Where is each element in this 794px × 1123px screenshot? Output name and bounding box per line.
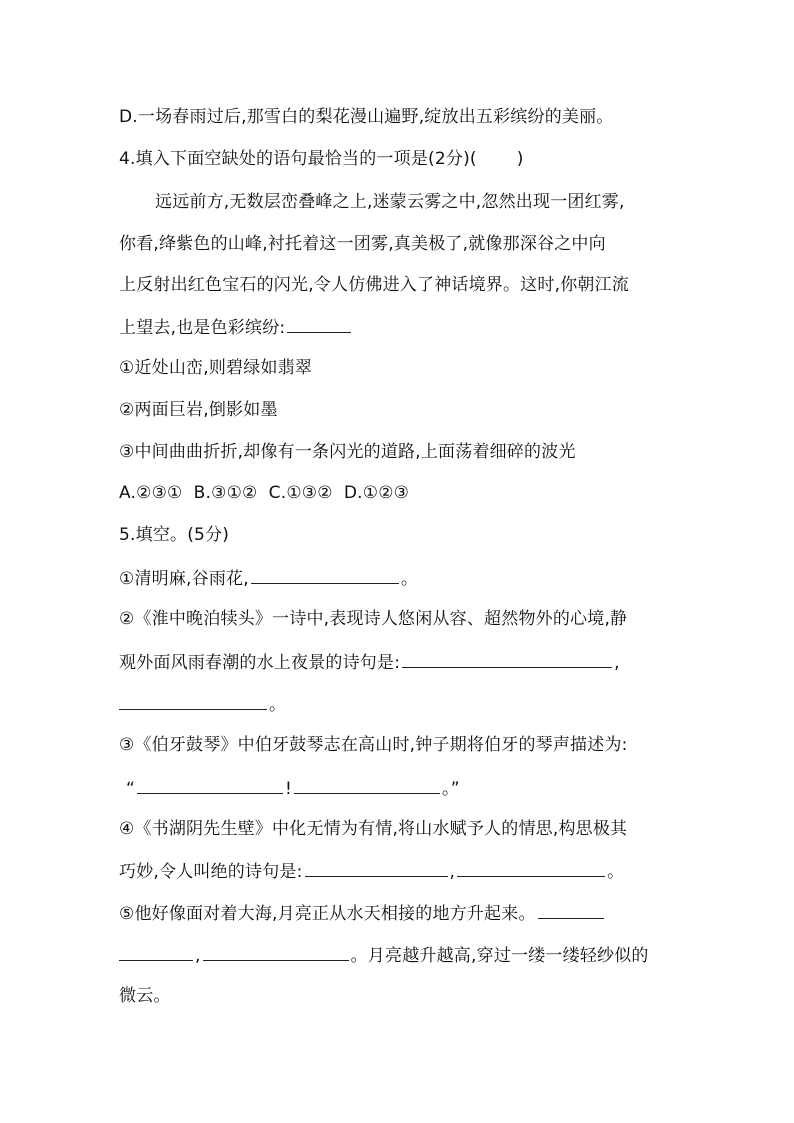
question-4-passage-line-1: [155, 190, 625, 214]
question-5-title-text: 5.填空。(5分): [119, 525, 230, 545]
item-1-text: ①清明麻,谷雨花,: [119, 569, 249, 589]
item-3-text-1: ③《伯牙鼓琴》中伯牙鼓琴志在高山时,钟子期将伯牙的琴声描述为:: [119, 735, 628, 755]
question-5-item-4-line-1: [119, 817, 627, 841]
answer-blank[interactable]: [119, 942, 193, 961]
passage-line-1-text: 远远前方,无数层峦叠峰之上,迷蒙云雾之中,忽然出现一团红雾,: [155, 192, 625, 212]
question-5-item-5-line-1: [119, 900, 606, 926]
item-3-exclaim: !: [285, 779, 293, 799]
question-4-option-3: [119, 440, 576, 464]
choices-text: A.②③① B.③①② C.①③② D.①②③: [119, 483, 410, 503]
answer-blank[interactable]: [538, 900, 604, 919]
question-4-option-2: [119, 398, 278, 422]
question-3-option-d: [119, 105, 614, 129]
item-4-text-2: 巧妙,令人叫绝的诗句是:: [119, 862, 303, 882]
question-5-item-2-line-1: [119, 607, 627, 631]
question-4-passage-line-2: [119, 232, 606, 256]
item-4-end: 。: [607, 862, 625, 882]
question-5-item-3-line-2: [126, 775, 460, 801]
answer-blank[interactable]: [294, 775, 440, 794]
question-4-title: [119, 147, 524, 171]
answer-blank[interactable]: [137, 775, 283, 794]
answer-blank[interactable]: [203, 942, 349, 961]
question-5-item-5-line-2: [119, 942, 649, 968]
question-3-option-d-text: D.一场春雨过后,那雪白的梨花漫山遍野,绽放出五彩缤纷的美丽。: [119, 107, 614, 127]
item-5-text-3: 微云。: [119, 986, 171, 1006]
item-5-text-2: 。月亮越升越高,穿过一缕一缕轻纱似的: [350, 946, 649, 966]
question-4-passage-line-3: [119, 273, 629, 297]
answer-blank[interactable]: [305, 858, 448, 877]
passage-line-4-text: 上望去,也是色彩缤纷:: [119, 318, 286, 338]
item-2-text-2: 观外面风雨春潮的水上夜景的诗句是:: [119, 653, 401, 673]
option-1-text: ①近处山峦,则碧绿如翡翠: [119, 358, 313, 378]
item-3-end: 。”: [442, 779, 460, 799]
option-3-text: ③中间曲曲折折,却像有一条闪光的道路,上面荡着细碎的波光: [119, 442, 576, 462]
passage-line-3-text: 上反射出红色宝石的闪光,令人仿佛进入了神话境界。这时,你朝江流: [119, 275, 630, 295]
question-5-title: [119, 523, 229, 547]
answer-blank[interactable]: [287, 314, 351, 333]
question-4-choices: [119, 481, 409, 505]
question-5-item-5-line-3: [119, 984, 171, 1008]
item-5-comma: ,: [195, 946, 201, 966]
question-4-title-text: 4.填入下面空缺处的语句最恰当的一项是(2分)(: [119, 149, 477, 169]
item-2-end: 。: [269, 695, 287, 715]
question-5-item-1: [119, 565, 418, 591]
answer-blank[interactable]: [457, 858, 605, 877]
passage-line-2-text: 你看,绛紫色的山峰,衬托着这一团雾,真美极了,就像那深谷之中向: [119, 234, 606, 254]
option-2-text: ②两面巨岩,倒影如墨: [119, 400, 278, 420]
question-5-item-3-line-1: [119, 733, 628, 757]
item-3-open-quote: “: [126, 779, 136, 799]
question-5-item-4-line-2: [119, 858, 624, 884]
item-4-text-1: ④《书湖阴先生壁》中化无情为有情,将山水赋予人的情思,构思极其: [119, 819, 628, 839]
item-1-end: 。: [400, 569, 419, 589]
item-4-comma: ,: [449, 862, 456, 882]
question-4-passage-line-4: [119, 314, 353, 340]
answer-blank[interactable]: [119, 691, 267, 710]
item-5-text-1: ⑤他好像面对着大海,月亮正从水天相接的地方升起来。: [119, 904, 536, 924]
question-5-item-2-line-2: [119, 649, 620, 675]
answer-blank[interactable]: [251, 565, 399, 584]
item-2-comma: ,: [614, 653, 620, 673]
question-4-option-1: [119, 356, 312, 380]
item-2-text-1: ②《淮中晚泊犊头》一诗中,表现诗人悠闲从容、超然物外的心境,静: [119, 609, 628, 629]
question-5-item-2-line-3: [119, 691, 286, 717]
question-4-title-close: ): [516, 149, 524, 169]
answer-blank[interactable]: [402, 649, 612, 668]
